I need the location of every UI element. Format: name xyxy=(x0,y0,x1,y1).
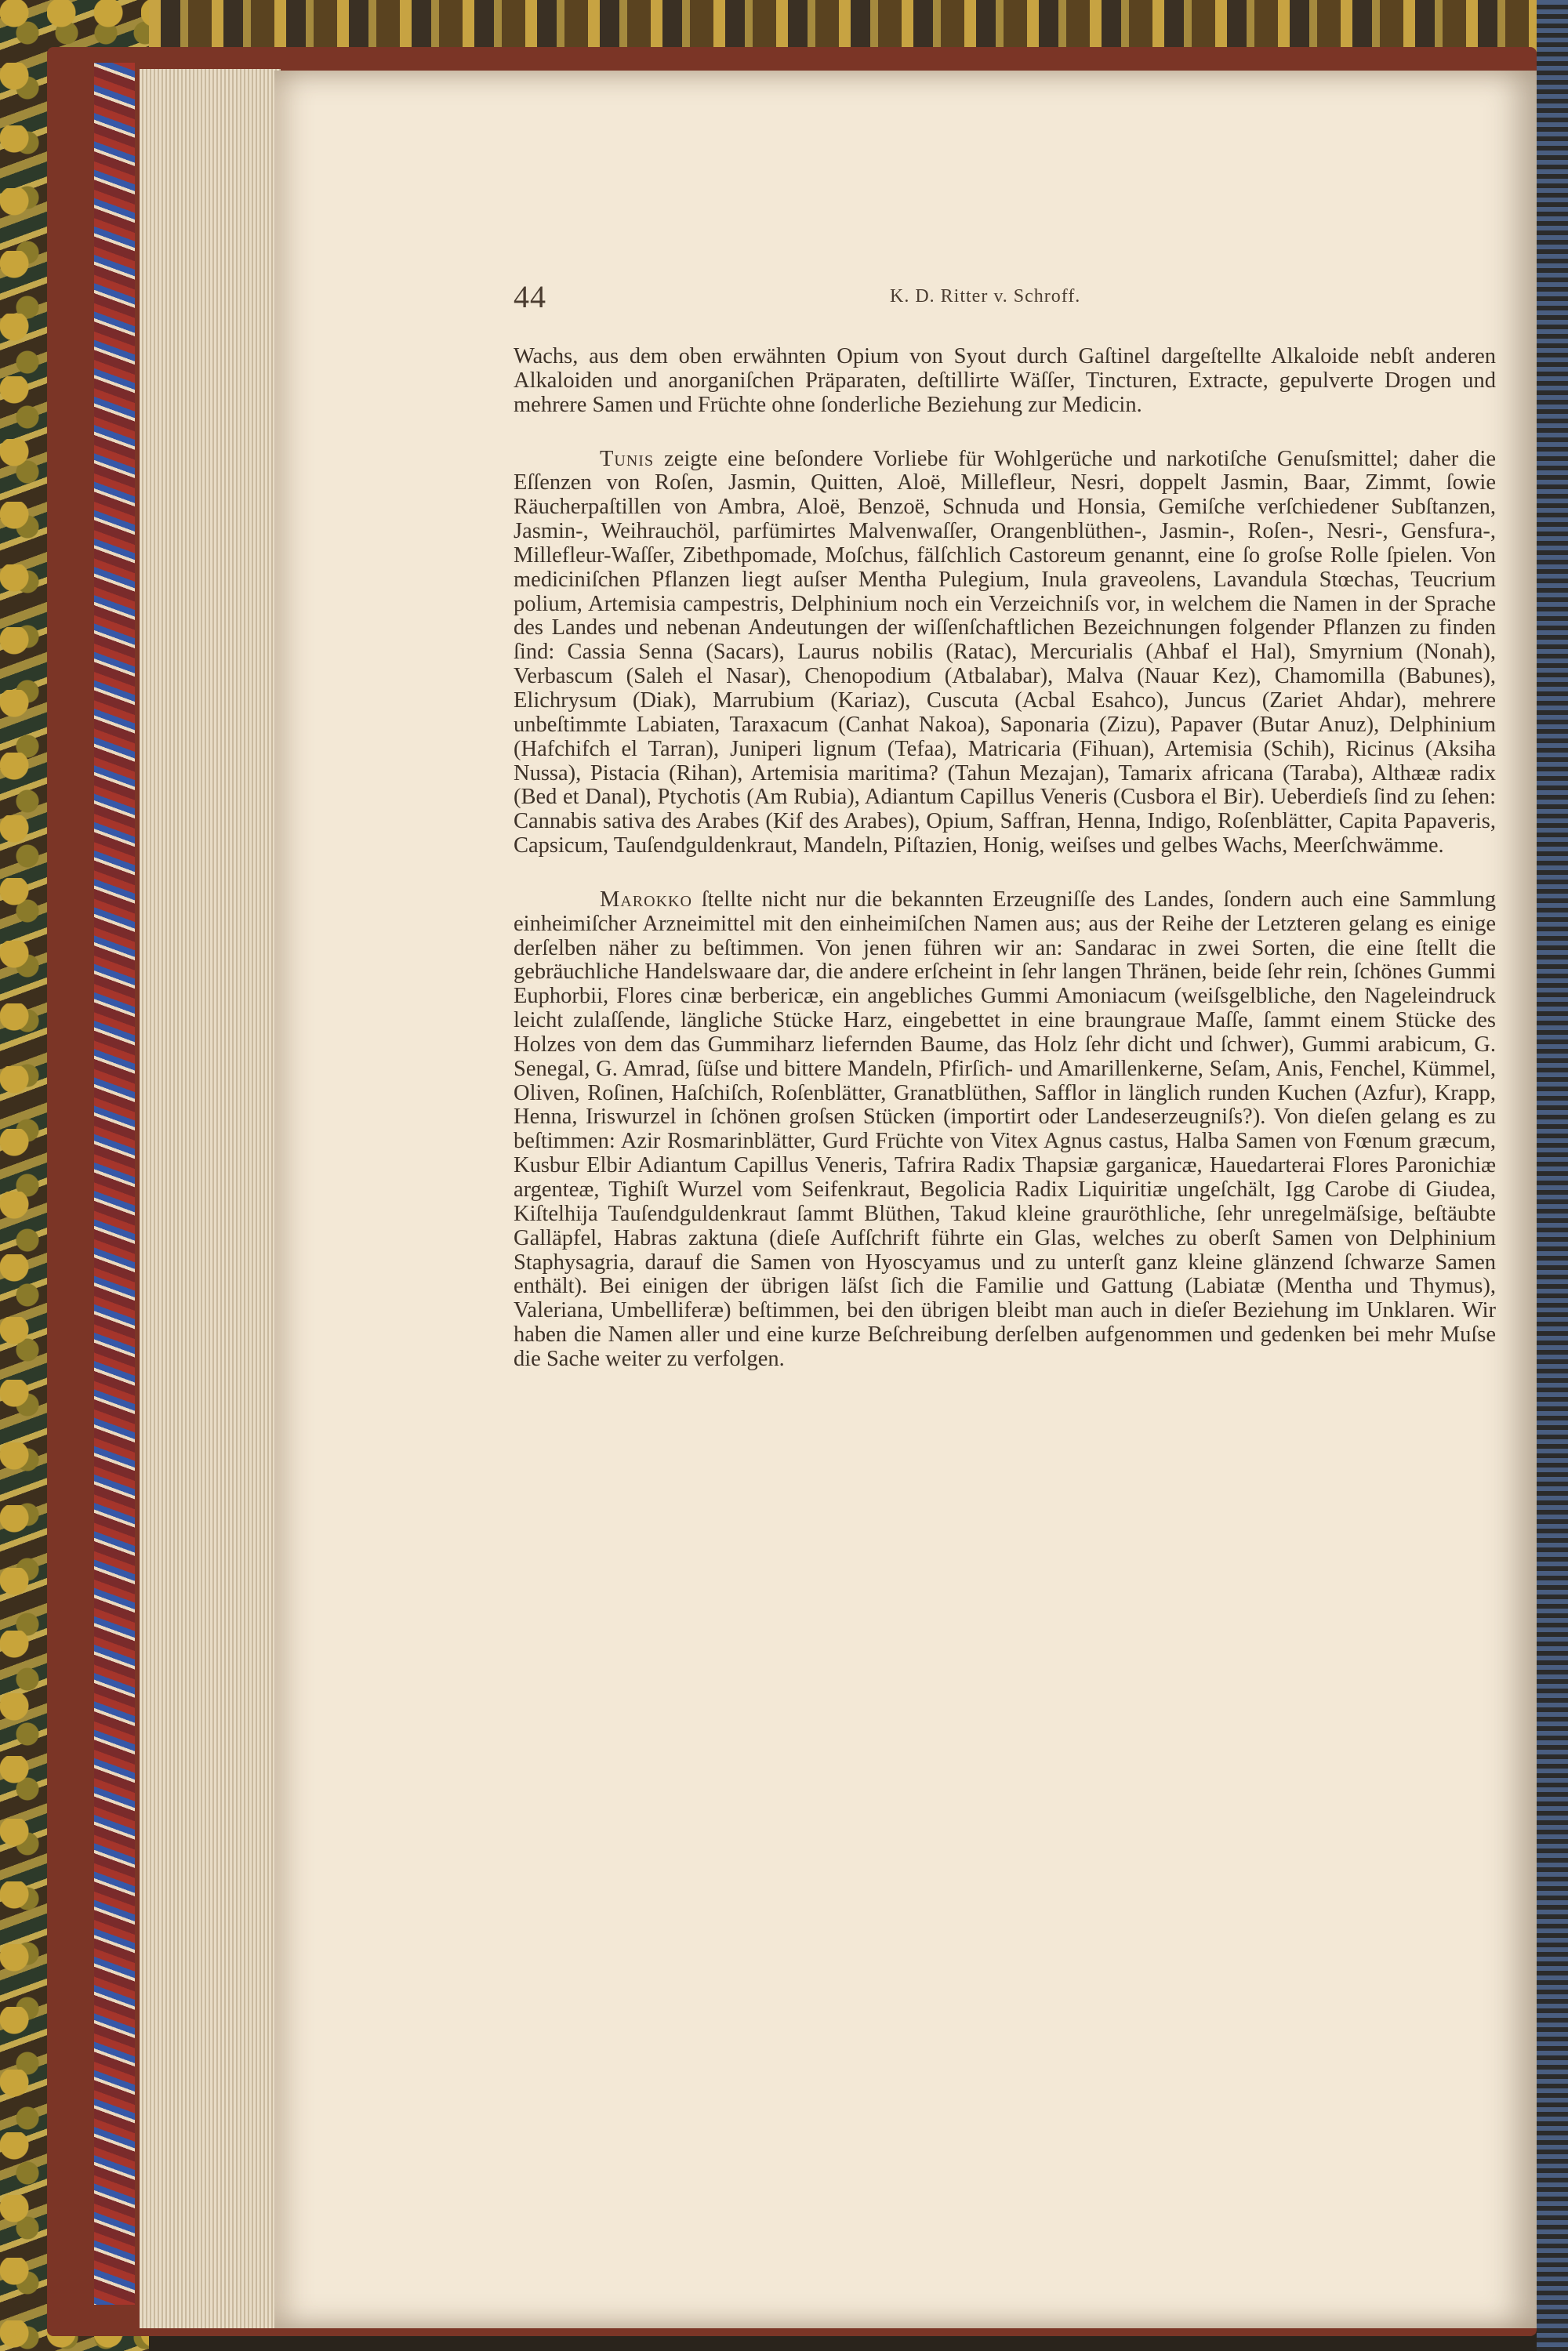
paragraph-text: Wachs, aus dem oben erwähnten Opium von Syout durch Gaſtinel dargeſtellte Alkaloide nebſt anderen Alkaloiden und anorganiſchen Präparaten, deſtillirte Wäſſer, Tincturen, Extracte, gepulverte Drogen und mehrere Samen und Früchte ohne ſonderliche Beziehung zur Medicin. xyxy=(514,344,1496,417)
page-number: 44 xyxy=(514,279,546,314)
paragraph-marokko xyxy=(514,888,1496,1372)
paragraph-lead: Marokko xyxy=(600,887,692,912)
page-body xyxy=(514,345,1496,1372)
marbled-endpaper-strip xyxy=(94,63,135,2305)
running-head xyxy=(514,278,1533,317)
book-cover-right-edge xyxy=(1537,0,1568,2351)
paragraph-text: ſtellte nicht nur die bekannten Erzeugniſſe des Landes, ſondern auch eine Sammlung einheimiſcher Arzneimittel mit den einheimiſchen Namen aus; aus der Reihe der Letzteren gelang es einige derſelben näher zu beſtimmen. Von jenen führen wir an: Sandarac in zwei Sorten, die eine ſtellt die gebräuchliche Handelswaare dar, die andere erſcheint in ſehr langen Thränen, beide ſehr rein, ſchönes Gummi Euphorbii, Flores cinæ berbericæ, ein angebliches Gummi Amoniacum (weiſsgelbliche, den Nageleindruck leicht zulaſſende, längliche Stücke Harz, eingebettet in eine braungraue Maſſe, ſammt einem Stücke des Holzes von dem das Gummiharz liefernden Baume, das Holz ſehr dicht und ſchwer), Gummi arabicum, G. Senegal, G. Amrad, ſüſse und bittere Mandeln, Pfirſich- und Amarillenkerne, Seſam, Anis, Fenchel, Kümmel, Oliven, Roſinen, Haſchiſch, Roſenblätter, Granatblüthen, Safflor in länglich runden Kuchen (Azfur), Krapp, Henna, Iriswurzel in ſchönen groſsen Stücken (importirt oder Landeserzeugniſs?). Von dieſen gelang es zu beſtimmen: Azir Rosmarinblätter, Gurd Früchte von Vitex Agnus castus, Halba Samen von Fœnum græcum, Kusbur Elbir Adiantum Capillus Veneris, Tafrira Radix Thapsiæ garganicæ, Hauedarterai Flores Paronichiæ argenteæ, Tighiſt Wurzel vom Seifenkraut, Begolicia Radix Liquiritiæ ungeſchält, Igg Carobe di Giudea, Kiſtelhija Tauſendguldenkraut ſammt Blüthen, Takud kleine grauröthliche, ſehr unregelmäſsige, beſtäubte Galläpfel, Habras zaktuna (dieſe Aufſchrift führte ein Glas, welches zu oberſt Samen von Delphinium Staphysagria, darauf die Samen von Hyoscyamus und zu unterſt ganz kleine glänzend ſchwarze Samen enthält). Bei einigen der übrigen läſst ſich die Familie und Gattung (Labiatæ (Mentha und Thymus), Valeriana, Umbelliferæ) beſtimmen, bei den übrigen bleibt man auch in dieſer Beziehung im Unklaren. Wir haben die Namen aller und eine kurze Beſchreibung derſelben aufgenommen und gedenken bei mehr Muſse die Sache weiter zu verfolgen. xyxy=(514,887,1496,1371)
page-fore-edge xyxy=(140,69,281,2328)
paragraph-tunis xyxy=(514,448,1496,858)
paragraph-text: zeigte eine beſondere Vorliebe für Wohlgerüche und narkotiſche Genuſsmittel; daher die Eſſenzen von Roſen, Jasmin, Quitten, Aloë, Millefleur, Nesri, doppelt Jasmin, Baar, Zimmt, ſowie Räucherpaſtillen von Ambra, Aloë, Benzoë, Schnuda und Honsia, Gemiſche verſchiedener Subſtanzen, Jasmin-, Weihrauchöl, parfümirtes Malvenwaſſer, Orangenblüthen-, Jasmin-, Roſen-, Nesri-, Gensfura-, Millefleur-Waſſer, Zibethpomade, Moſchus, fälſchlich Castoreum genannt, eine ſo groſse Rolle ſpielen. Von mediciniſchen Pflanzen liegt auſser Mentha Pulegium, Inula graveolens, Lavandula Stœchas, Teucrium polium, Artemisia campestris, Delphinium noch ein Verzeichniſs vor, in welchem die Namen in der Sprache des Landes und nebenan Andeutungen der wiſſenſchaftlichen Bezeichnungen folgender Pflanzen zu finden ſind: Cassia Senna (Sacars), Laurus nobilis (Ratac), Mercurialis (Ahbaf el Hal), Smyrnium (Nonah), Verbascum (Saleh el Nasar), Chenopodium (Atbalabar), Malva (Nauar Kez), Chamomilla (Babunes), Elichrysum (Diak), Marrubium (Kariaz), Cuscuta (Acbal Esahco), Juncus (Zariet Ahdar), mehrere unbeſtimmte Labiaten, Taraxacum (Canhat Nakoa), Saponaria (Zizu), Papaver (Butar Anuz), Delphinium (Hafchifch el Tarran), Juniperi lignum (Tefaa), Matricaria (Fihuan), Artemisia (Schih), Ricinus (Aksiha Nussa), Pistacia (Rihan), Artemisia maritima? (Tahun Mezajan), Tamarix africana (Taraba), Althææ radix (Bed et Danal), Ptychotis (Am Rubia), Adiantum Capillus Veneris (Cusbora el Bir). Ueberdieſs ſind zu ſehen: Cannabis sativa des Arabes (Kif des Arabes), Opium, Saffran, Henna, Indigo, Roſenblätter, Capita Papaveris, Capsicum, Tauſendguldenkraut, Mandeln, Piſtazien, Honig, weiſses und gelbes Wachs, Meerſchwämme. xyxy=(514,446,1497,858)
paragraph-lead: Tunis xyxy=(600,446,655,471)
running-head-title: K. D. Ritter v. Schroff. xyxy=(890,286,1081,307)
paragraph-1 xyxy=(514,345,1496,418)
